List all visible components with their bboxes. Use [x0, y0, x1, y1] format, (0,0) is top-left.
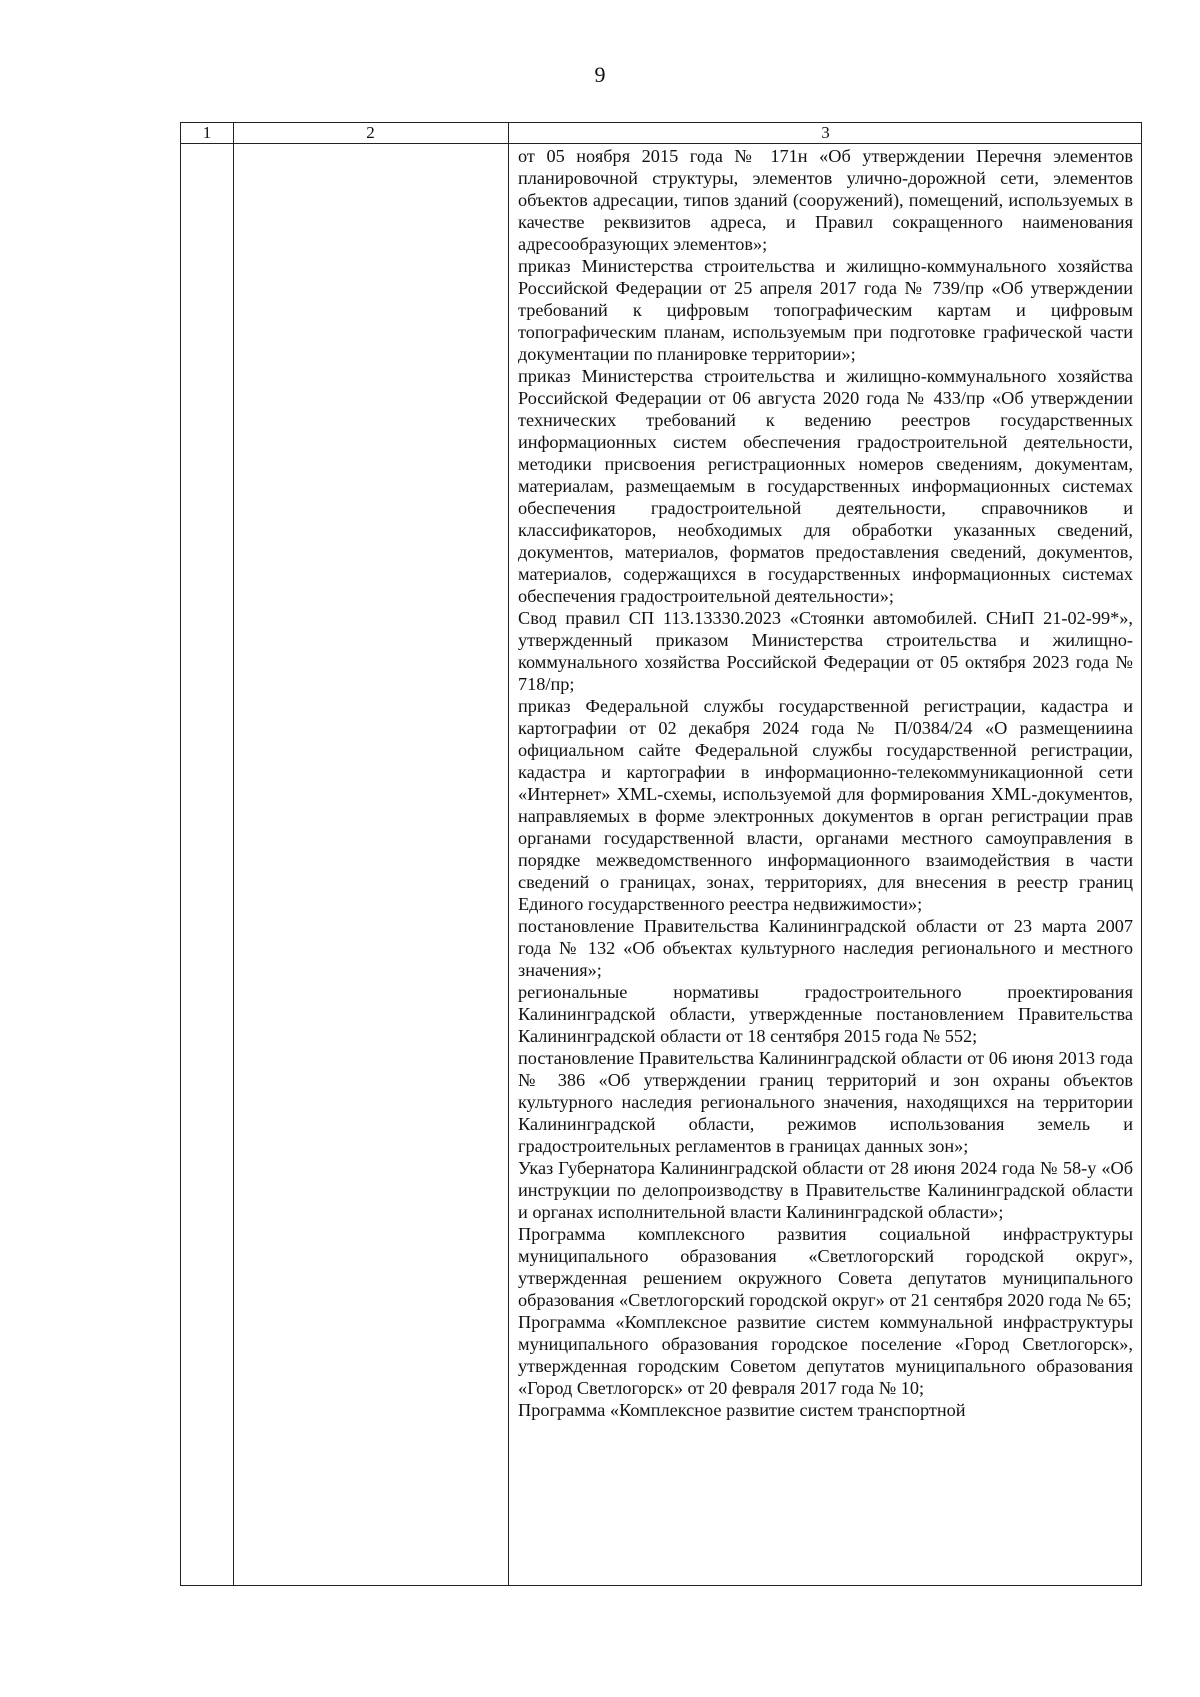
paragraph-transport-program-start: Программа «Комплексное развитие систем транспортной	[518, 1400, 966, 1420]
column-divider-2	[508, 123, 509, 1585]
column-header-2: 2	[366, 123, 375, 142]
cell-col3-content	[518, 145, 1133, 1421]
page-number: 9	[594, 62, 606, 87]
paragraph-regional-norms-552: региональные нормативы градостроительного проектирования Калининградской области, утвержденные постановлением Правительства Калининградской области от 18 сентября 2015 года № 552;	[518, 982, 1133, 1046]
column-header-1: 1	[202, 123, 212, 142]
paragraph-communal-infrastructure-program: Программа «Комплексное развитие систем коммунальной инфраструктуры муниципального образования городское поселение «Город Светлогорск», утвержденная городским Советом депутатов муниципального образования «Город Светлогорск» от 20 февраля 2017 года № 10;	[518, 1312, 1133, 1398]
paragraph-order-739pr: приказ Министерства строительства и жилищно-коммунального хозяйства Российской Федерации от 25 апреля 2017 года № 739/пр «Об утверждении требований к цифровым топографическим картам и цифровым топографическим планам, используемым при подготовке графической части документации по планировке территории»;	[518, 256, 1133, 364]
paragraph-sp-113-13330-2023: Свод правил СП 113.13330.2023 «Стоянки автомобилей. СНиП 21-02-99*», утвержденный приказом Министерства строительства и жилищно-коммунального хозяйства Российской Федерации от 05 октября 2023 года № 718/пр;	[518, 608, 1133, 694]
paragraph-governor-decree-58u: Указ Губернатора Калининградской области от 28 июня 2024 года № 58-у «Об инструкции по делопроизводству в Правительстве Калининградской области и органах исполнительной власти Калининградской области»;	[518, 1158, 1133, 1222]
column-divider-1	[233, 123, 234, 1585]
document-table	[180, 122, 1142, 1586]
paragraph-order-p-0384-24: приказ Федеральной службы государственной регистрации, кадастра и картографии от 02 декабря 2024 года № П/0384/24 «О размещениина официальном сайте Федеральной службы государственной регистрации, кадастра и картографии в информационно-телекоммуникационной сети «Интернет» XML-схемы, используемой для формирования XML-документов, направляемых в форме электронных документов в орган регистрации прав органами государственной власти, органами местного самоуправления в порядке межведомственного информационного взаимодействия в части сведений о границах, зонах, территориях, для внесения в реестр границ Единого государственного реестра недвижимости»;	[518, 696, 1133, 914]
paragraph-resolution-386: постановление Правительства Калининградской области от 06 июня 2013 года № 386 «Об утверждении границ территорий и зон охраны объектов культурного наследия регионального значения, находящихся на территории Калининградской области, режимов использования земель и градостроительных регламентов в границах данных зон»;	[518, 1048, 1133, 1156]
column-header-3: 3	[821, 123, 830, 142]
paragraph-order-171n-continuation: от 05 ноября 2015 года № 171н «Об утверждении Перечня элементов планировочной структуры, элементов улично-дорожной сети, элементов объектов адресации, типов зданий (сооружений), помещений, используемых в качестве реквизитов адреса, и Правил сокращенного наименования адресообразующих элементов»;	[518, 146, 1133, 254]
paragraph-social-infrastructure-program: Программа комплексного развития социальной инфраструктуры муниципального образования «Светлогорский городской округ», утвержденная решением окружного Совета депутатов муниципального образования «Светлогорский городской округ» от 21 сентября 2020 года № 65;	[518, 1224, 1133, 1310]
table-header-row	[181, 123, 1141, 144]
paragraph-order-433pr: приказ Министерства строительства и жилищно-коммунального хозяйства Российской Федерации от 06 августа 2020 года № 433/пр «Об утверждении технических требований к ведению реестров государственных информационных систем обеспечения градостроительной деятельности, методики присвоения регистрационных номеров сведениям, документам, материалам, размещаемым в государственных информационных системах обеспечения градостроительной деятельности, справочников и классификаторов, необходимых для обработки указанных сведений, документов, материалов, форматов предоставления сведений, документов, материалов, содержащихся в государственных информационных системах обеспечения градостроительной деятельности»;	[518, 366, 1133, 606]
paragraph-resolution-132: постановление Правительства Калининградской области от 23 марта 2007 года № 132 «Об объектах культурного наследия регионального и местного значения»;	[518, 916, 1133, 980]
